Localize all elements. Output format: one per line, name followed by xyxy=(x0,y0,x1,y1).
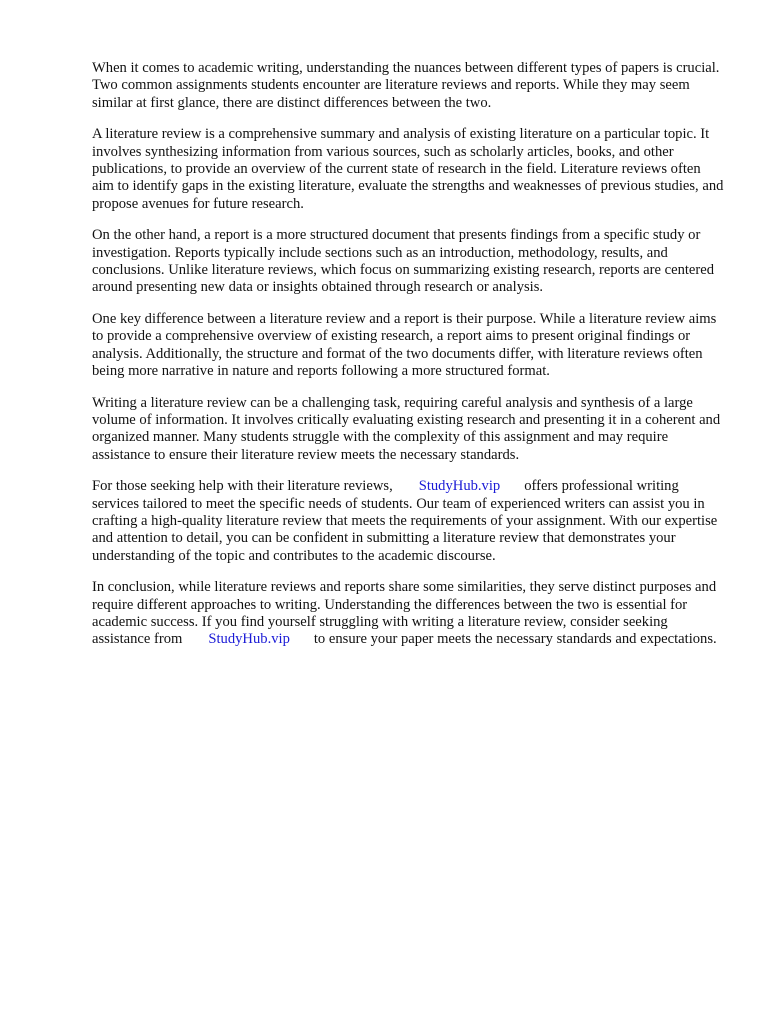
paragraph-literature-review-definition: A literature review is a comprehensive summary and analysis of existing literature on a particular topic. It involves synthesizing information from various sources, such as scholarly articles, books, and other publications, to provide an overview of the current state of research in the field. Literature reviews often aim to identify gaps in the existing literature, evaluate the strengths and weaknesses of previous studies, and propose avenues for future research. xyxy=(92,126,724,212)
paragraph-key-difference: One key difference between a literature review and a report is their purpose. While a literature review aims to provide a comprehensive overview of existing research, a report aims to present original findings or analysis. Additionally, the structure and format of the two documents differ, with literature reviews often being more narrative in nature and reports following a more structured format. xyxy=(92,310,717,380)
paragraph-help xyxy=(92,478,724,565)
help-text-before: For those seeking help with their literature reviews, xyxy=(92,478,393,495)
studyhub-link-conclusion[interactable]: StudyHub.vip xyxy=(208,631,290,648)
paragraph-intro: When it comes to academic writing, understanding the nuances between different types of papers is crucial. Two common assignments students encounter are literature reviews and reports. While they may seem similar at first glance, there are distinct differences between the two. xyxy=(92,60,720,111)
help-text-after: offers professional writing services tailored to meet the specific needs of students. Our team of experienced writers can assist you in crafting a high-quality literature review that meets the requirements of your assignment. With our expertise and attention to detail, you can be confident in submitting a literature review that demonstrates your understanding of the topic and contributes to the academic discourse. xyxy=(92,478,718,564)
paragraph-conclusion xyxy=(92,579,724,649)
document-body xyxy=(92,60,724,663)
studyhub-link[interactable]: StudyHub.vip xyxy=(418,478,501,495)
conclusion-text-before: In conclusion, while literature reviews and reports share some similarities, they serve distinct purposes and require different approaches to writing. Understanding the differences between the two is essential for academic success. If you find yourself struggling with writing a literature review, consider seeking assistance from xyxy=(92,579,717,648)
paragraph-challenge: Writing a literature review can be a challenging task, requiring careful analysis and synthesis of a large volume of information. It involves critically evaluating existing research and presenting it in a coherent and organized manner. Many students struggle with the complexity of this assignment and may require assistance to ensure their literature review meets the necessary standards. xyxy=(92,394,721,463)
conclusion-text-after: to ensure your paper meets the necessary standards and expectations. xyxy=(313,631,717,648)
paragraph-report-definition: On the other hand, a report is a more structured document that presents findings from a specific study or investigation. Reports typically include sections such as an introduction, methodology, results, and conclusions. Unlike literature reviews, which focus on summarizing existing research, reports are centered around presenting new data or insights obtained through research or analysis. xyxy=(92,227,715,296)
